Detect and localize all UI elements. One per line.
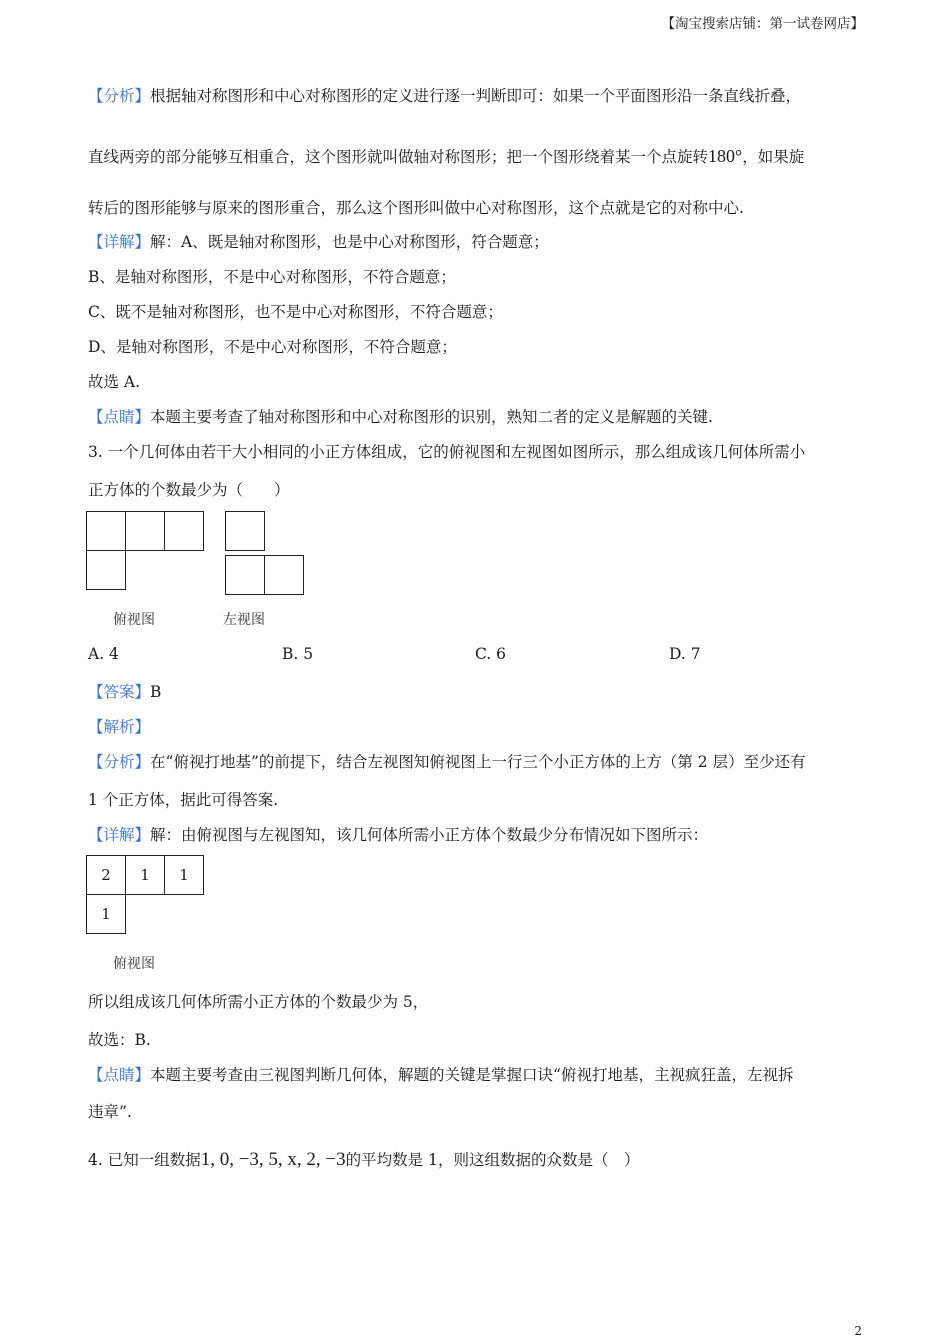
- q2-detail-line-4: D、是轴对称图形，不是中心对称图形，不符合题意；: [88, 338, 457, 356]
- comment-text: 本题主要考查由三视图判断几何体，解题的关键是掌握口诀“俯视打地基，主视疯狂盖，左视拆: [150, 1066, 794, 1084]
- q4-stem-text: 4. 已知一组数据: [88, 1151, 201, 1169]
- q3-detail: [88, 823, 708, 845]
- page-number: 2: [854, 1324, 862, 1338]
- q3-conclusion: 故选：B.: [88, 1031, 151, 1049]
- analysis-tag: 【分析】: [88, 753, 151, 771]
- comment-tag: 【点睛】: [88, 408, 151, 426]
- top-view-caption: 俯视图: [113, 612, 155, 628]
- left-view-cell: [225, 511, 265, 551]
- q3-analysis-line-1: [88, 750, 806, 772]
- grid-cell-number: 2: [86, 855, 126, 895]
- grid-cell-number: 1: [164, 855, 204, 895]
- top-view-cell: [86, 511, 126, 551]
- option-d: D. 7: [669, 645, 701, 663]
- q4-data-math: 1, 0, −3, 5, x, 2, −3: [200, 1149, 346, 1170]
- q3-analysis-line-2: 1 个正方体，据此可得答案.: [88, 791, 279, 809]
- answer-value: B: [150, 683, 162, 701]
- q2-detail-line-1: [88, 230, 549, 252]
- detail-tag: 【详解】: [88, 826, 151, 844]
- q4-stem: [88, 1148, 639, 1171]
- analysis-text: 直线两旁的部分能够互相重合，这个图形就叫做轴对称图形；把一个图形绕着某一个点旋转: [88, 148, 709, 166]
- analysis-text: 在“俯视打地基”的前提下，结合左视图知俯视图上一行三个小正方体的上方（第 2 层）至少还有: [150, 753, 806, 771]
- q3-answer: [88, 680, 161, 702]
- q2-conclusion: 故选 A.: [88, 373, 141, 391]
- top-view-cell: [86, 550, 126, 590]
- q2-detail-line-3: C、既不是轴对称图形，也不是中心对称图形，不符合题意；: [88, 303, 503, 321]
- q3-stem-line-1: 3. 一个几何体由若干大小相同的小正方体组成，它的俯视图和左视图如图所示，那么组成该几何体所需小: [88, 443, 806, 461]
- q2-analysis-line-2: [88, 145, 804, 167]
- q2-detail-line-2: B、是轴对称图形，不是中心对称图形，不符合题意；: [88, 268, 456, 286]
- analysis-tag: 【分析】: [88, 87, 151, 105]
- q3-result: 所以组成该几何体所需小正方体的个数最少为 5，: [88, 993, 429, 1011]
- numbered-top-view-figure: [86, 855, 208, 937]
- q3-comment-line-1: [88, 1063, 793, 1085]
- option-b: B. 5: [282, 645, 314, 663]
- q2-comment: [88, 405, 713, 427]
- comment-tag: 【点睛】: [88, 1066, 151, 1084]
- left-view-cell: [225, 555, 265, 595]
- top-view-figure: [86, 511, 208, 593]
- detail-text: 解：由俯视图与左视图知，该几何体所需小正方体个数最少分布情况如下图所示：: [150, 826, 709, 844]
- top-view-cell: [125, 511, 165, 551]
- q3-comment-line-2: 违章”.: [88, 1103, 132, 1121]
- left-view-caption: 左视图: [223, 612, 265, 628]
- q4-stem-text: 的平均数是 1，则这组数据的众数是（ ）: [345, 1151, 640, 1169]
- grid-cell-number: 1: [86, 894, 126, 934]
- numbered-top-view-caption: 俯视图: [113, 956, 155, 972]
- left-view-cell: [264, 555, 304, 595]
- option-c: C. 6: [475, 645, 507, 663]
- q3-stem-line-2: 正方体的个数最少为（ ）: [88, 481, 290, 499]
- left-view-figure: [225, 511, 307, 601]
- top-view-cell: [164, 511, 204, 551]
- answer-tag: 【答案】: [88, 683, 151, 701]
- explain-tag: 【解析】: [88, 718, 151, 736]
- detail-tag: 【详解】: [88, 233, 151, 251]
- analysis-text: ，如果旋: [742, 148, 805, 166]
- option-a: A. 4: [88, 645, 119, 663]
- page-header: 【淘宝搜索店铺：第一试卷网店】: [661, 16, 864, 32]
- q2-analysis-line-1: [88, 84, 801, 106]
- q2-analysis-line-3: 转后的图形能够与原来的图形重合，那么这个图形叫做中心对称图形，这个点就是它的对称中心.: [88, 199, 744, 217]
- detail-text: 解：A、既是轴对称图形，也是中心对称图形，符合题意；: [150, 233, 549, 251]
- comment-text: 本题主要考查了轴对称图形和中心对称图形的识别，熟知二者的定义是解题的关键.: [150, 408, 713, 426]
- angle-math: 180°: [708, 146, 743, 166]
- grid-cell-number: 1: [125, 855, 165, 895]
- analysis-text: 根据轴对称图形和中心对称图形的定义进行逐一判断即可：如果一个平面图形沿一条直线折叠，: [150, 87, 802, 105]
